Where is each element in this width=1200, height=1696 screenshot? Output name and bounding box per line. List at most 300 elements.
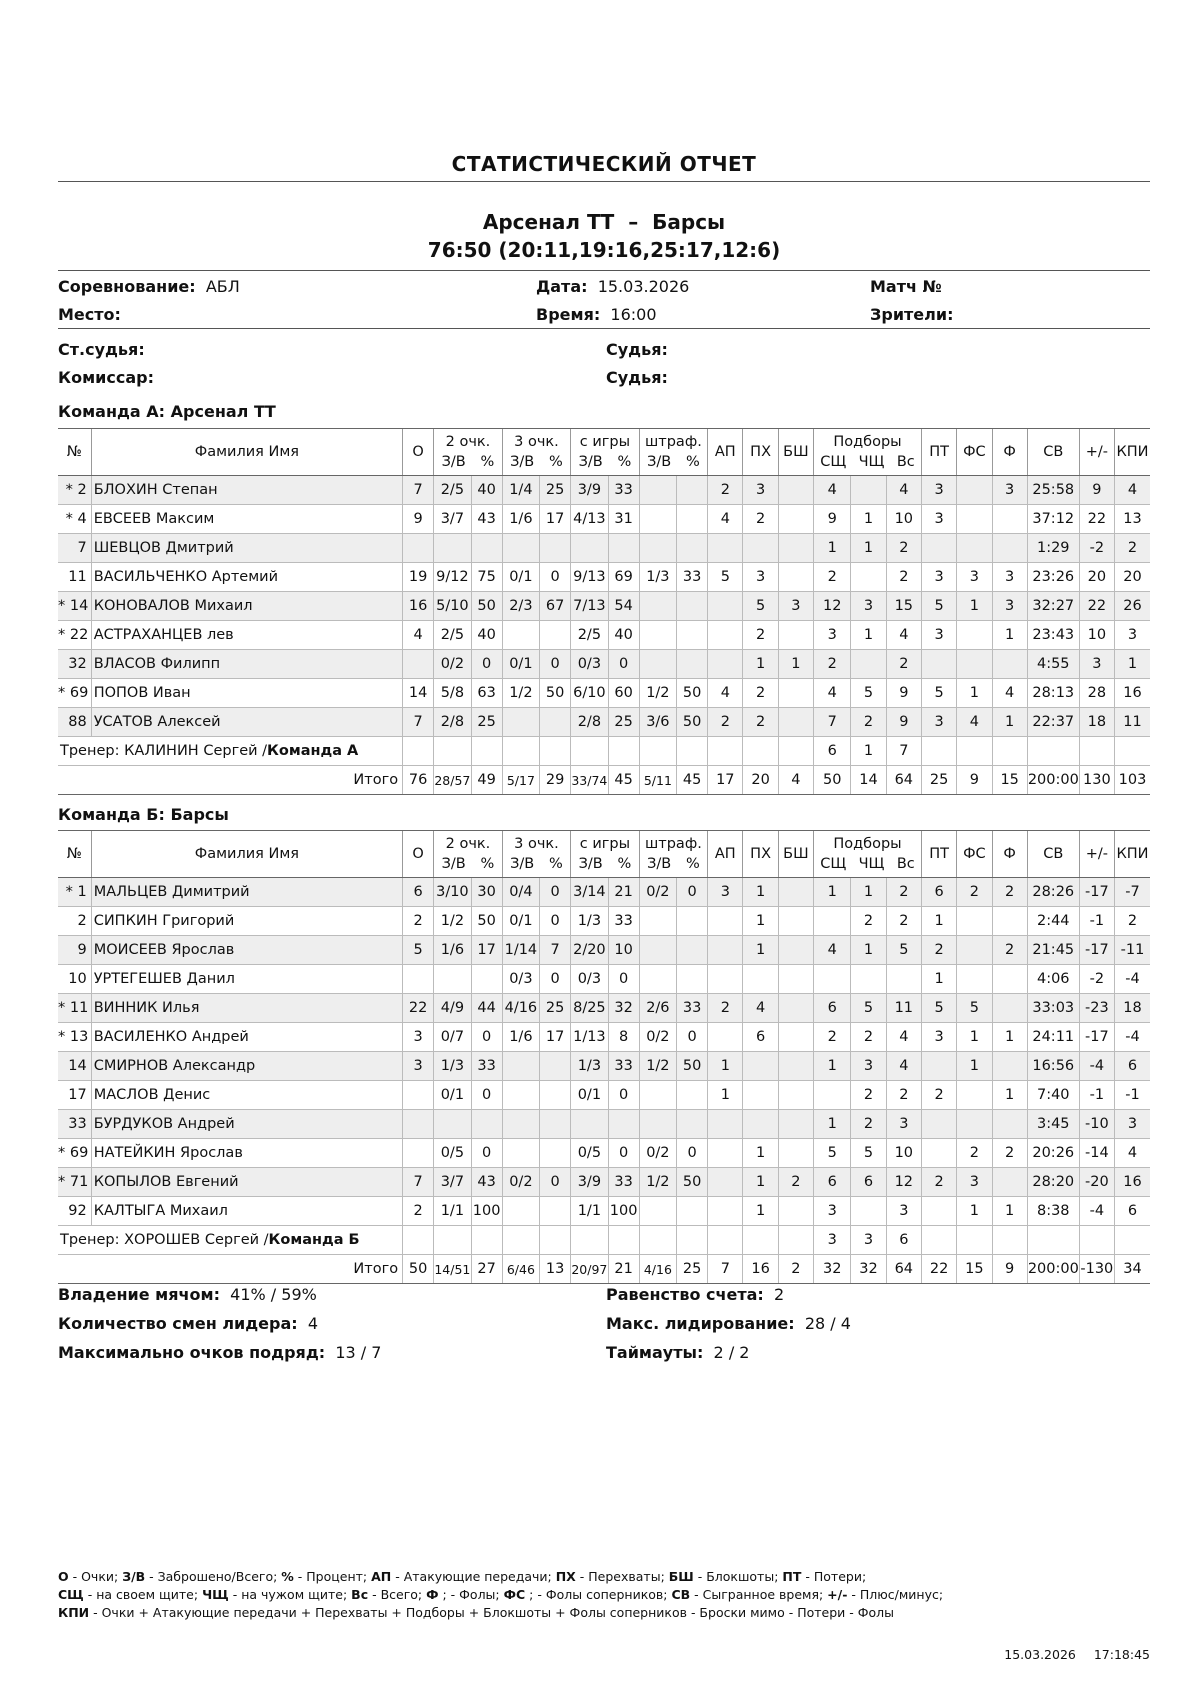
player-kpi-cell: -4 bbox=[1114, 965, 1150, 994]
legend-desc: - на чужом щите; bbox=[228, 1587, 352, 1602]
player-vs-cell: 2 bbox=[886, 650, 921, 679]
player-z2-cell: 2/8 bbox=[434, 708, 471, 737]
player-fs-cell: 1 bbox=[957, 1023, 992, 1052]
player-chsch-cell: 3 bbox=[851, 592, 886, 621]
coach-p3-cell bbox=[540, 1226, 571, 1255]
player-zg-cell: 9/13 bbox=[571, 563, 608, 592]
total-p3-cell: 13 bbox=[540, 1255, 571, 1284]
spectators-field: Зрители: bbox=[870, 305, 954, 324]
player-z3-cell: 1/2 bbox=[502, 679, 539, 708]
player-zf-cell: 1/2 bbox=[639, 679, 676, 708]
player-p2-cell: 33 bbox=[471, 1052, 502, 1081]
player-row bbox=[58, 621, 1150, 650]
player-f-cell bbox=[992, 505, 1027, 534]
player-fs-cell bbox=[957, 965, 992, 994]
player-chsch-cell bbox=[851, 476, 886, 505]
player-sch-cell: 2 bbox=[814, 1023, 851, 1052]
total-pm-cell: 130 bbox=[1079, 766, 1114, 795]
player-f-cell: 2 bbox=[992, 1139, 1027, 1168]
total-label: Итого bbox=[58, 766, 403, 795]
player-ph-cell: 3 bbox=[743, 563, 778, 592]
coach-fs-cell bbox=[957, 737, 992, 766]
player-z3-cell: 0/2 bbox=[502, 1168, 539, 1197]
player-row bbox=[58, 1023, 1150, 1052]
legend-desc: - Блокшоты; bbox=[693, 1569, 783, 1584]
player-no-cell: * 13 bbox=[58, 1023, 91, 1052]
player-f-cell: 3 bbox=[992, 592, 1027, 621]
player-p2-cell: 75 bbox=[471, 563, 502, 592]
player-ap-cell bbox=[708, 907, 743, 936]
player-zf-cell: 0/2 bbox=[639, 1139, 676, 1168]
player-f-cell: 1 bbox=[992, 1197, 1027, 1226]
player-sv-cell: 22:37 bbox=[1027, 708, 1079, 737]
player-p3-cell: 17 bbox=[540, 1023, 571, 1052]
player-ph-cell: 1 bbox=[743, 1197, 778, 1226]
player-no-cell: 88 bbox=[58, 708, 91, 737]
player-vs-cell: 4 bbox=[886, 476, 921, 505]
player-pm-cell: -20 bbox=[1079, 1168, 1114, 1197]
player-ph-cell: 1 bbox=[743, 1139, 778, 1168]
made-attempted-subheader: З/В bbox=[441, 454, 466, 470]
player-pg-cell: 0 bbox=[608, 650, 639, 679]
player-sch-cell: 12 bbox=[814, 592, 851, 621]
player-name-cell: УРТЕГЕШЕВ Данил bbox=[91, 965, 402, 994]
commissioner-field: Комиссар: bbox=[58, 368, 154, 387]
player-name-cell: ПОПОВ Иван bbox=[91, 679, 402, 708]
player-bsh-cell bbox=[778, 534, 813, 563]
player-z3-cell: 1/6 bbox=[502, 505, 539, 534]
total-p3-cell: 29 bbox=[540, 766, 571, 795]
player-row bbox=[58, 505, 1150, 534]
match-teams: Арсенал ТТ – Барсы bbox=[482, 210, 726, 234]
player-o-cell: 4 bbox=[403, 621, 434, 650]
col-two-point-header bbox=[434, 831, 503, 878]
player-z2-cell bbox=[434, 965, 471, 994]
col-three-point-header-title: 3 очк. bbox=[514, 836, 559, 852]
player-ap-cell bbox=[708, 1139, 743, 1168]
player-pg-cell: 0 bbox=[608, 1139, 639, 1168]
coach-pm-cell bbox=[1079, 1226, 1114, 1255]
player-vs-cell: 2 bbox=[886, 563, 921, 592]
player-bsh-cell bbox=[778, 708, 813, 737]
player-ph-cell: 1 bbox=[743, 936, 778, 965]
total-f-cell: 15 bbox=[992, 766, 1027, 795]
total-p2-cell: 27 bbox=[471, 1255, 502, 1284]
player-sv-cell: 23:26 bbox=[1027, 563, 1079, 592]
player-z3-cell: 0/1 bbox=[502, 650, 539, 679]
player-p3-cell: 25 bbox=[540, 476, 571, 505]
legend-line bbox=[58, 1568, 943, 1586]
percent-subheader: % bbox=[686, 454, 700, 470]
player-no-cell: * 1 bbox=[58, 878, 91, 907]
player-pm-cell: -1 bbox=[1079, 907, 1114, 936]
coach-zf-cell bbox=[639, 1226, 676, 1255]
player-kpi-cell: 6 bbox=[1114, 1197, 1150, 1226]
player-zg-cell: 1/13 bbox=[571, 1023, 608, 1052]
player-ap-cell bbox=[708, 965, 743, 994]
col-steals-header: ПХ bbox=[743, 831, 778, 878]
legend-desc: - Плюс/минус; bbox=[847, 1587, 944, 1602]
player-no-cell: * 22 bbox=[58, 621, 91, 650]
player-z2-cell bbox=[434, 1110, 471, 1139]
col-two-point-header-title: 2 очк. bbox=[445, 836, 491, 852]
player-f-cell: 1 bbox=[992, 1081, 1027, 1110]
coach-row bbox=[58, 1226, 1150, 1255]
player-row bbox=[58, 592, 1150, 621]
coach-pf-cell bbox=[677, 1226, 708, 1255]
player-pg-cell: 25 bbox=[608, 708, 639, 737]
player-z3-cell: 0/3 bbox=[502, 965, 539, 994]
player-chsch-cell: 1 bbox=[851, 878, 886, 907]
player-chsch-cell: 2 bbox=[851, 1110, 886, 1139]
coach-vs-cell: 7 bbox=[886, 737, 921, 766]
player-z3-cell: 1/6 bbox=[502, 1023, 539, 1052]
legend-desc: - Заброшено/Всего; bbox=[145, 1569, 282, 1584]
player-o-cell bbox=[403, 1081, 434, 1110]
player-ap-cell: 5 bbox=[708, 563, 743, 592]
legend-desc: - Процент; bbox=[293, 1569, 372, 1584]
player-name-cell: КОНОВАЛОВ Михаил bbox=[91, 592, 402, 621]
player-vs-cell: 10 bbox=[886, 505, 921, 534]
player-name-cell: КОПЫЛОВ Евгений bbox=[91, 1168, 402, 1197]
col-free-throw-header bbox=[639, 429, 707, 476]
player-p3-cell: 25 bbox=[540, 994, 571, 1023]
player-no-cell: * 69 bbox=[58, 1139, 91, 1168]
legend-abbr: СЩ bbox=[58, 1587, 84, 1602]
player-sch-cell: 9 bbox=[814, 505, 851, 534]
player-p2-cell: 100 bbox=[471, 1197, 502, 1226]
coach-sv-cell bbox=[1027, 737, 1079, 766]
player-z3-cell bbox=[502, 1052, 539, 1081]
player-name-cell: ВАСИЛЬЧЕНКО Артемий bbox=[91, 563, 402, 592]
coach-pt-cell bbox=[921, 737, 956, 766]
match-number-field: Матч № bbox=[870, 277, 942, 296]
player-zg-cell: 3/9 bbox=[571, 1168, 608, 1197]
rebounds-title: Подборы bbox=[833, 434, 902, 450]
player-pf-cell: 33 bbox=[677, 563, 708, 592]
player-vs-cell: 3 bbox=[886, 1110, 921, 1139]
player-bsh-cell bbox=[778, 1139, 813, 1168]
player-zf-cell bbox=[639, 936, 676, 965]
legend-abbr: БШ bbox=[668, 1569, 694, 1584]
player-ph-cell bbox=[743, 1081, 778, 1110]
player-pf-cell bbox=[677, 965, 708, 994]
player-ap-cell bbox=[708, 650, 743, 679]
player-o-cell bbox=[403, 650, 434, 679]
player-z2-cell: 0/1 bbox=[434, 1081, 471, 1110]
player-pf-cell: 0 bbox=[677, 1023, 708, 1052]
player-no-cell: * 11 bbox=[58, 994, 91, 1023]
player-kpi-cell: 4 bbox=[1114, 476, 1150, 505]
player-p2-cell: 40 bbox=[471, 476, 502, 505]
player-z3-cell bbox=[502, 534, 539, 563]
legend-desc: - на своем щите; bbox=[83, 1587, 203, 1602]
player-pg-cell bbox=[608, 1110, 639, 1139]
coach-bsh-cell bbox=[778, 737, 813, 766]
player-pf-cell: 50 bbox=[677, 1168, 708, 1197]
player-o-cell bbox=[403, 534, 434, 563]
player-zg-cell: 0/5 bbox=[571, 1139, 608, 1168]
col-efficiency-header: КПИ bbox=[1114, 429, 1150, 476]
player-ap-cell: 4 bbox=[708, 679, 743, 708]
player-pt-cell: 6 bbox=[921, 878, 956, 907]
coach-ap-cell bbox=[708, 737, 743, 766]
player-bsh-cell: 3 bbox=[778, 592, 813, 621]
player-z2-cell: 5/8 bbox=[434, 679, 471, 708]
player-p3-cell: 0 bbox=[540, 907, 571, 936]
player-p2-cell: 25 bbox=[471, 708, 502, 737]
col-turnovers-header: ПТ bbox=[921, 429, 956, 476]
col-time-header: СВ bbox=[1027, 831, 1079, 878]
player-fs-cell: 3 bbox=[957, 563, 992, 592]
player-ph-cell: 1 bbox=[743, 650, 778, 679]
player-name-cell: ШЕВЦОВ Дмитрий bbox=[91, 534, 402, 563]
divider bbox=[58, 270, 1150, 271]
player-name-cell: КАЛТЫГА Михаил bbox=[91, 1197, 402, 1226]
player-o-cell: 19 bbox=[403, 563, 434, 592]
player-z3-cell bbox=[502, 621, 539, 650]
player-sv-cell: 4:06 bbox=[1027, 965, 1079, 994]
rebound-chsch-subheader: ЧЩ bbox=[858, 856, 885, 872]
player-bsh-cell bbox=[778, 679, 813, 708]
player-o-cell: 6 bbox=[403, 878, 434, 907]
player-vs-cell: 12 bbox=[886, 1168, 921, 1197]
player-name-cell: ВАСИЛЕНКО Андрей bbox=[91, 1023, 402, 1052]
place-field: Место: bbox=[58, 305, 121, 324]
total-bsh-cell: 4 bbox=[778, 766, 813, 795]
player-kpi-cell: -11 bbox=[1114, 936, 1150, 965]
player-pm-cell: 3 bbox=[1079, 650, 1114, 679]
total-sch-cell: 32 bbox=[814, 1255, 851, 1284]
percent-subheader: % bbox=[617, 856, 632, 872]
player-row bbox=[58, 965, 1150, 994]
coach-vs-cell: 6 bbox=[886, 1226, 921, 1255]
legend-desc: ; - Фолы; bbox=[438, 1587, 504, 1602]
player-pf-cell bbox=[677, 592, 708, 621]
player-z3-cell: 0/1 bbox=[502, 907, 539, 936]
coach-o-cell bbox=[403, 737, 434, 766]
player-sv-cell: 33:03 bbox=[1027, 994, 1079, 1023]
player-zg-cell: 2/5 bbox=[571, 621, 608, 650]
player-o-cell bbox=[403, 1139, 434, 1168]
col-fouls-drawn-header: ФС bbox=[957, 429, 992, 476]
coach-label: Тренер: bbox=[60, 1232, 120, 1248]
player-pg-cell: 100 bbox=[608, 1197, 639, 1226]
coach-zg-cell bbox=[571, 737, 608, 766]
team-b-stats-table bbox=[58, 830, 1150, 1284]
player-bsh-cell bbox=[778, 1110, 813, 1139]
player-row bbox=[58, 563, 1150, 592]
player-kpi-cell: 2 bbox=[1114, 907, 1150, 936]
player-sch-cell: 4 bbox=[814, 679, 851, 708]
legend-desc: - Всего; bbox=[368, 1587, 427, 1602]
player-name-cell: БЛОХИН Степан bbox=[91, 476, 402, 505]
player-z3-cell bbox=[502, 1110, 539, 1139]
total-vs-cell: 64 bbox=[886, 1255, 921, 1284]
player-sch-cell: 1 bbox=[814, 534, 851, 563]
player-fs-cell: 1 bbox=[957, 1197, 992, 1226]
total-pg-cell: 21 bbox=[608, 1255, 639, 1284]
col-name-header: Фамилия Имя bbox=[91, 831, 402, 878]
total-chsch-cell: 14 bbox=[851, 766, 886, 795]
total-pf-cell: 45 bbox=[677, 766, 708, 795]
coach-p3-cell bbox=[540, 737, 571, 766]
player-ph-cell bbox=[743, 1052, 778, 1081]
player-ph-cell: 4 bbox=[743, 994, 778, 1023]
player-sch-cell: 4 bbox=[814, 936, 851, 965]
coach-ap-cell bbox=[708, 1226, 743, 1255]
player-vs-cell: 9 bbox=[886, 679, 921, 708]
col-free-throw-header bbox=[639, 831, 707, 878]
player-zf-cell bbox=[639, 1110, 676, 1139]
player-kpi-cell: 2 bbox=[1114, 534, 1150, 563]
col-two-point-header bbox=[434, 429, 503, 476]
player-sv-cell: 28:26 bbox=[1027, 878, 1079, 907]
player-vs-cell: 2 bbox=[886, 1081, 921, 1110]
player-sch-cell bbox=[814, 965, 851, 994]
player-no-cell: * 2 bbox=[58, 476, 91, 505]
made-attempted-subheader: З/В bbox=[441, 856, 466, 872]
total-pt-cell: 22 bbox=[921, 1255, 956, 1284]
player-z2-cell: 5/10 bbox=[434, 592, 471, 621]
total-o-cell: 50 bbox=[403, 1255, 434, 1284]
player-z2-cell bbox=[434, 534, 471, 563]
player-fs-cell bbox=[957, 534, 992, 563]
player-ph-cell: 1 bbox=[743, 878, 778, 907]
player-name-cell: БУРДУКОВ Андрей bbox=[91, 1110, 402, 1139]
player-pf-cell bbox=[677, 505, 708, 534]
player-zf-cell bbox=[639, 1081, 676, 1110]
player-name-cell: СМИРНОВ Александр bbox=[91, 1052, 402, 1081]
player-zg-cell: 8/25 bbox=[571, 994, 608, 1023]
player-fs-cell: 3 bbox=[957, 1168, 992, 1197]
player-vs-cell: 4 bbox=[886, 621, 921, 650]
player-ap-cell: 1 bbox=[708, 1081, 743, 1110]
player-ph-cell: 3 bbox=[743, 476, 778, 505]
player-kpi-cell: 26 bbox=[1114, 592, 1150, 621]
player-sv-cell: 7:40 bbox=[1027, 1081, 1079, 1110]
player-zf-cell: 0/2 bbox=[639, 1023, 676, 1052]
coach-z2-cell bbox=[434, 737, 471, 766]
col-number-header: № bbox=[58, 831, 91, 878]
player-pm-cell: -1 bbox=[1079, 1081, 1114, 1110]
player-z3-cell: 0/1 bbox=[502, 563, 539, 592]
col-efficiency-header: КПИ bbox=[1114, 831, 1150, 878]
team-a-heading: Команда А: Арсенал ТТ bbox=[58, 402, 276, 421]
player-chsch-cell: 2 bbox=[851, 1081, 886, 1110]
player-chsch-cell: 5 bbox=[851, 994, 886, 1023]
total-pf-cell: 25 bbox=[677, 1255, 708, 1284]
total-pm-cell: -130 bbox=[1079, 1255, 1114, 1284]
total-z2-cell: 28/57 bbox=[434, 766, 471, 795]
player-pg-cell: 0 bbox=[608, 1081, 639, 1110]
player-p3-cell: 0 bbox=[540, 563, 571, 592]
player-pt-cell: 5 bbox=[921, 679, 956, 708]
rebound-vs-subheader: Вс bbox=[896, 856, 915, 872]
made-attempted-subheader: З/В bbox=[578, 856, 603, 872]
col-free-throw-header-title: штраф. bbox=[645, 836, 702, 852]
player-bsh-cell bbox=[778, 936, 813, 965]
player-row bbox=[58, 1197, 1150, 1226]
player-pm-cell: 9 bbox=[1079, 476, 1114, 505]
coach-fs-cell bbox=[957, 1226, 992, 1255]
total-sv-cell: 200:00 bbox=[1027, 1255, 1079, 1284]
player-f-cell: 3 bbox=[992, 476, 1027, 505]
player-z3-cell bbox=[502, 1081, 539, 1110]
coach-kpi-cell bbox=[1114, 737, 1150, 766]
player-no-cell: * 4 bbox=[58, 505, 91, 534]
player-pf-cell bbox=[677, 1197, 708, 1226]
total-kpi-cell: 103 bbox=[1114, 766, 1150, 795]
print-timestamp: 15.03.2026 17:18:45 bbox=[1004, 1647, 1150, 1662]
player-p3-cell bbox=[540, 534, 571, 563]
coach-pf-cell bbox=[677, 737, 708, 766]
player-zg-cell: 2/20 bbox=[571, 936, 608, 965]
player-o-cell: 9 bbox=[403, 505, 434, 534]
col-blocks-header: БШ bbox=[778, 429, 813, 476]
percent-subheader: % bbox=[549, 856, 563, 872]
player-row bbox=[58, 534, 1150, 563]
player-no-cell: 33 bbox=[58, 1110, 91, 1139]
player-chsch-cell: 2 bbox=[851, 708, 886, 737]
coach-zg-cell bbox=[571, 1226, 608, 1255]
player-pg-cell: 0 bbox=[608, 965, 639, 994]
player-pf-cell: 50 bbox=[677, 679, 708, 708]
total-sv-cell: 200:00 bbox=[1027, 766, 1079, 795]
total-ap-cell: 17 bbox=[708, 766, 743, 795]
player-pt-cell: 3 bbox=[921, 708, 956, 737]
player-sch-cell: 1 bbox=[814, 1052, 851, 1081]
player-zg-cell: 7/13 bbox=[571, 592, 608, 621]
player-p2-cell: 44 bbox=[471, 994, 502, 1023]
made-attempted-subheader: З/В bbox=[647, 454, 672, 470]
player-z2-cell: 0/5 bbox=[434, 1139, 471, 1168]
player-vs-cell bbox=[886, 965, 921, 994]
col-assists-header: АП bbox=[708, 831, 743, 878]
player-o-cell: 3 bbox=[403, 1052, 434, 1081]
total-row bbox=[58, 1255, 1150, 1284]
player-ap-cell: 3 bbox=[708, 878, 743, 907]
player-no-cell: 2 bbox=[58, 907, 91, 936]
player-pf-cell bbox=[677, 1110, 708, 1139]
player-name-cell: МАСЛОВ Денис bbox=[91, 1081, 402, 1110]
player-sv-cell: 16:56 bbox=[1027, 1052, 1079, 1081]
percent-subheader: % bbox=[480, 454, 495, 470]
total-z3-cell: 5/17 bbox=[502, 766, 539, 795]
player-p3-cell bbox=[540, 1110, 571, 1139]
ties-field: Равенство счета: 2 bbox=[606, 1285, 785, 1304]
player-f-cell bbox=[992, 907, 1027, 936]
player-pt-cell: 2 bbox=[921, 936, 956, 965]
player-pt-cell: 3 bbox=[921, 476, 956, 505]
player-zf-cell bbox=[639, 592, 676, 621]
player-sv-cell: 2:44 bbox=[1027, 907, 1079, 936]
player-zf-cell bbox=[639, 907, 676, 936]
player-fs-cell: 5 bbox=[957, 994, 992, 1023]
player-zg-cell: 0/1 bbox=[571, 1081, 608, 1110]
player-pm-cell: 28 bbox=[1079, 679, 1114, 708]
player-sch-cell: 2 bbox=[814, 650, 851, 679]
total-zg-cell: 20/97 bbox=[571, 1255, 608, 1284]
coach-sch-cell: 3 bbox=[814, 1226, 851, 1255]
legend-desc: ; - Фолы соперников; bbox=[525, 1587, 672, 1602]
player-fs-cell bbox=[957, 650, 992, 679]
player-sv-cell: 21:45 bbox=[1027, 936, 1079, 965]
player-kpi-cell: 20 bbox=[1114, 563, 1150, 592]
player-p3-cell bbox=[540, 1081, 571, 1110]
player-o-cell: 2 bbox=[403, 907, 434, 936]
player-p3-cell: 17 bbox=[540, 505, 571, 534]
